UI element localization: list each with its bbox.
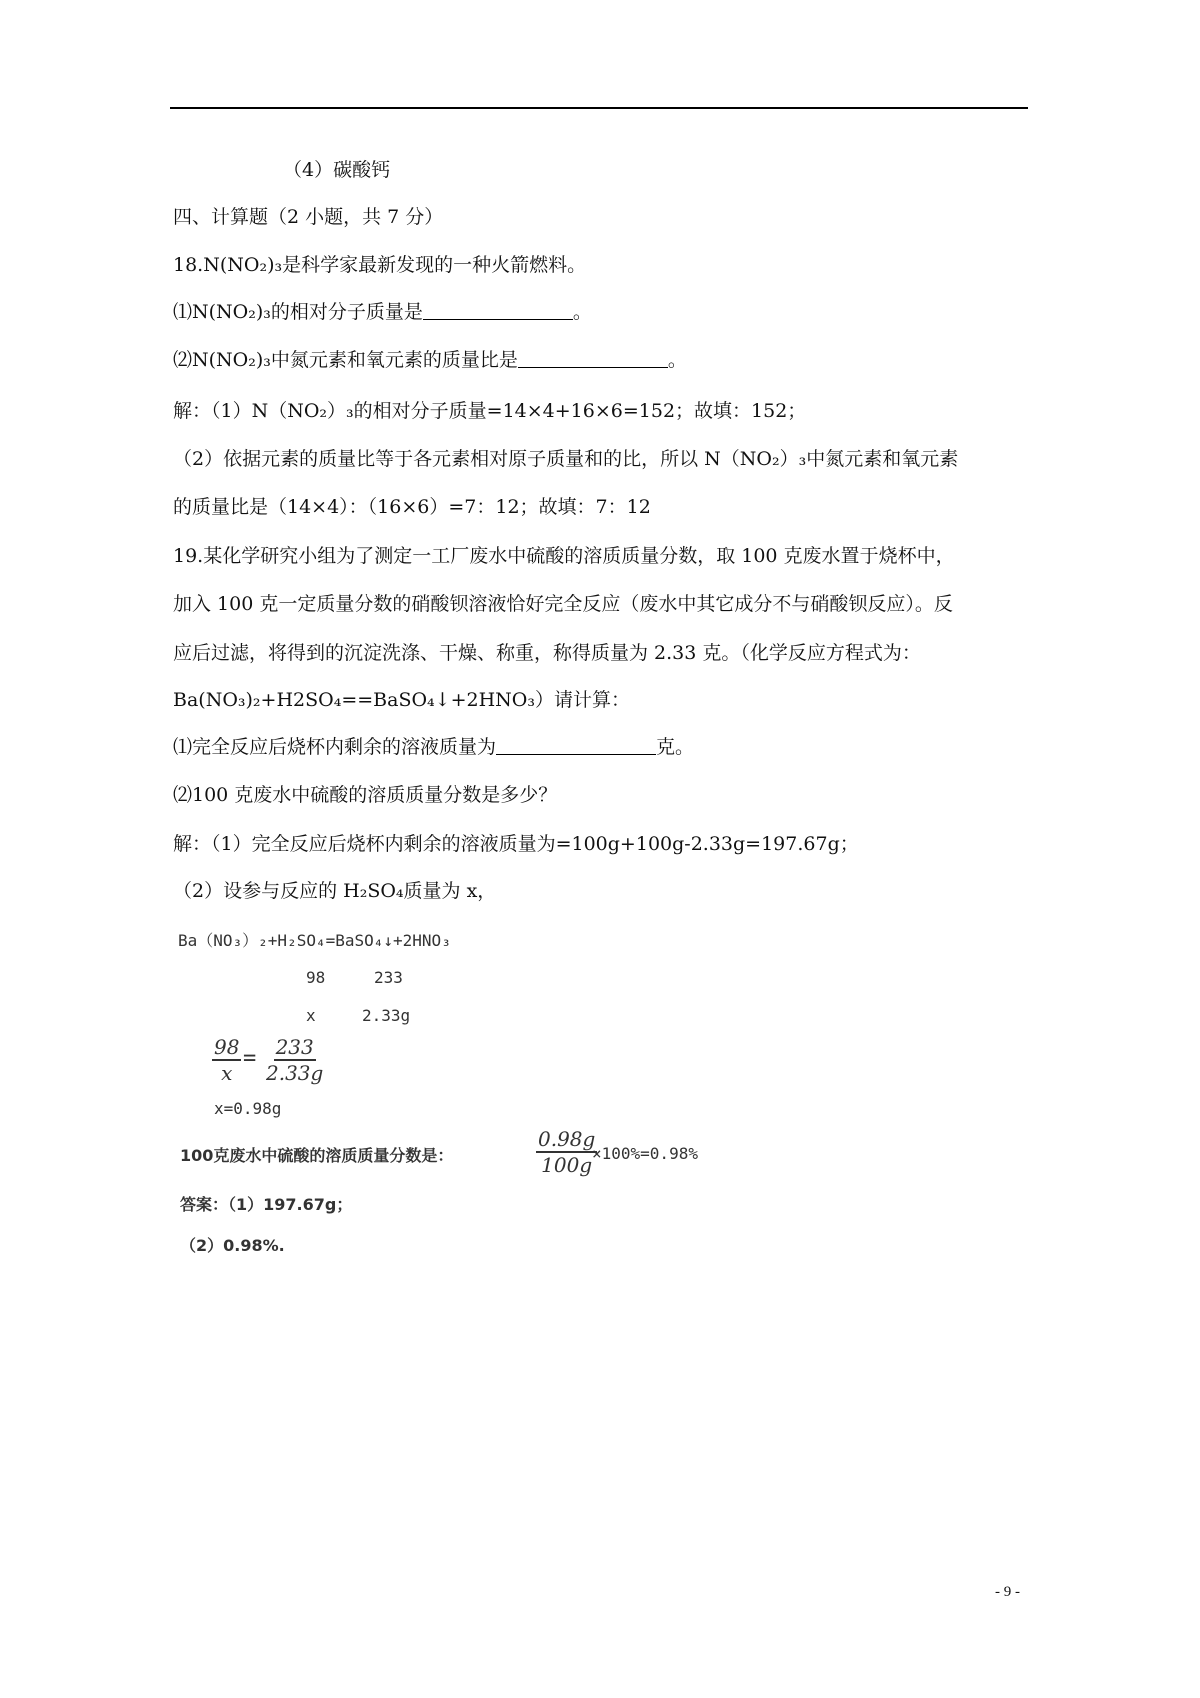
question-18: 18.N(NO₂)₃是科学家最新发现的一种火箭燃料。 — [173, 254, 587, 276]
answer-line-2: （2）0.98%. — [180, 1236, 285, 1255]
answer-4: （4）碳酸钙 — [283, 159, 391, 181]
q19-solution-1: 解：（1）完全反应后烧杯内剩余的溶液质量为=100g+100g-2.33g=197.67g； — [173, 833, 859, 855]
fraction-0-98g-over-100g — [536, 1128, 597, 1176]
fraction-numerator: 233 — [275, 1035, 314, 1059]
percentage-result: ×100%=0.98% — [592, 1144, 698, 1163]
q18-part1-text: ⑴N(NO₂)₃的相对分子质量是 — [173, 301, 423, 323]
section-heading: 四、计算题（2 小题，共 7 分） — [173, 206, 444, 228]
ratio-x: x — [306, 1006, 316, 1025]
ratio-233: 233 — [374, 968, 403, 987]
fraction-98-over-x — [212, 1036, 241, 1084]
answer-line-1: 答案：（1）197.67g； — [180, 1195, 353, 1214]
answer-blank — [423, 299, 573, 320]
answer-blank — [496, 734, 656, 755]
question-18-part2 — [173, 347, 687, 373]
percentage-label: 100克废水中硫酸的溶质质量分数是： — [180, 1146, 454, 1165]
header-rule — [170, 107, 1028, 109]
question-19-line3: 应后过滤，将得到的沉淀洗涤、干燥、称重，称得质量为 2.33 克。（化学反应方程式为： — [173, 642, 921, 664]
q18-solution-1: 解：（1）N（NO₂）₃的相对分子质量=14×4+16×6=152；故填：152； — [173, 400, 807, 422]
reaction-equation: Ba（NO₃）₂+H₂SO₄=BaSO₄↓+2HNO₃ — [178, 931, 451, 950]
fraction-233-over-2-33g — [264, 1036, 325, 1084]
question-19-equation: Ba(NO₃)₂+H2SO₄==BaSO₄↓+2HNO₃）请计算： — [173, 689, 630, 711]
question-19-part2: ⑵100 克废水中硫酸的溶质质量分数是多少？ — [173, 784, 558, 806]
question-19: 19.某化学研究小组为了测定一工厂废水中硫酸的溶质质量分数，取 100 克废水置于烧杯中， — [173, 545, 955, 567]
equals-sign: = — [243, 1046, 257, 1071]
answer-blank — [518, 347, 668, 368]
question-18-part1 — [173, 299, 592, 325]
fraction-denominator: x — [221, 1061, 233, 1085]
q18-part2-text: ⑵N(NO₂)₃中氮元素和氧元素的质量比是 — [173, 349, 518, 371]
page-number: - 9 - — [995, 1584, 1020, 1600]
q18-solution-2: （2）依据元素的质量比等于各元素相对原子质量和的比，所以 N（NO₂）₃中氮元素和氧元素 — [173, 448, 959, 470]
ratio-98: 98 — [306, 968, 326, 987]
q18-solution-3: 的质量比是（14×4）：（16×6）=7：12；故填：7：12 — [173, 496, 651, 518]
fraction-denominator: 100g — [541, 1153, 593, 1177]
question-19-part1 — [173, 734, 694, 760]
q19-part1-text: ⑴完全反应后烧杯内剩余的溶液质量为 — [173, 736, 497, 758]
q18-part1-end: 。 — [572, 301, 592, 323]
ratio-2-33g: 2.33g — [362, 1006, 411, 1025]
question-19-line2: 加入 100 克一定质量分数的硝酸钡溶液恰好完全反应（废水中其它成分不与硝酸钡反应）。反 — [173, 593, 953, 615]
q19-part1-end: 克。 — [656, 736, 695, 758]
q18-part2-end: 。 — [667, 349, 687, 371]
q19-solution-2: （2）设参与反应的 H₂SO₄质量为 x， — [173, 880, 497, 902]
fraction-denominator: 2.33g — [266, 1061, 324, 1085]
x-result: x=0.98g — [214, 1099, 282, 1118]
fraction-numerator: 0.98g — [538, 1127, 596, 1151]
fraction-numerator: 98 — [214, 1035, 240, 1059]
